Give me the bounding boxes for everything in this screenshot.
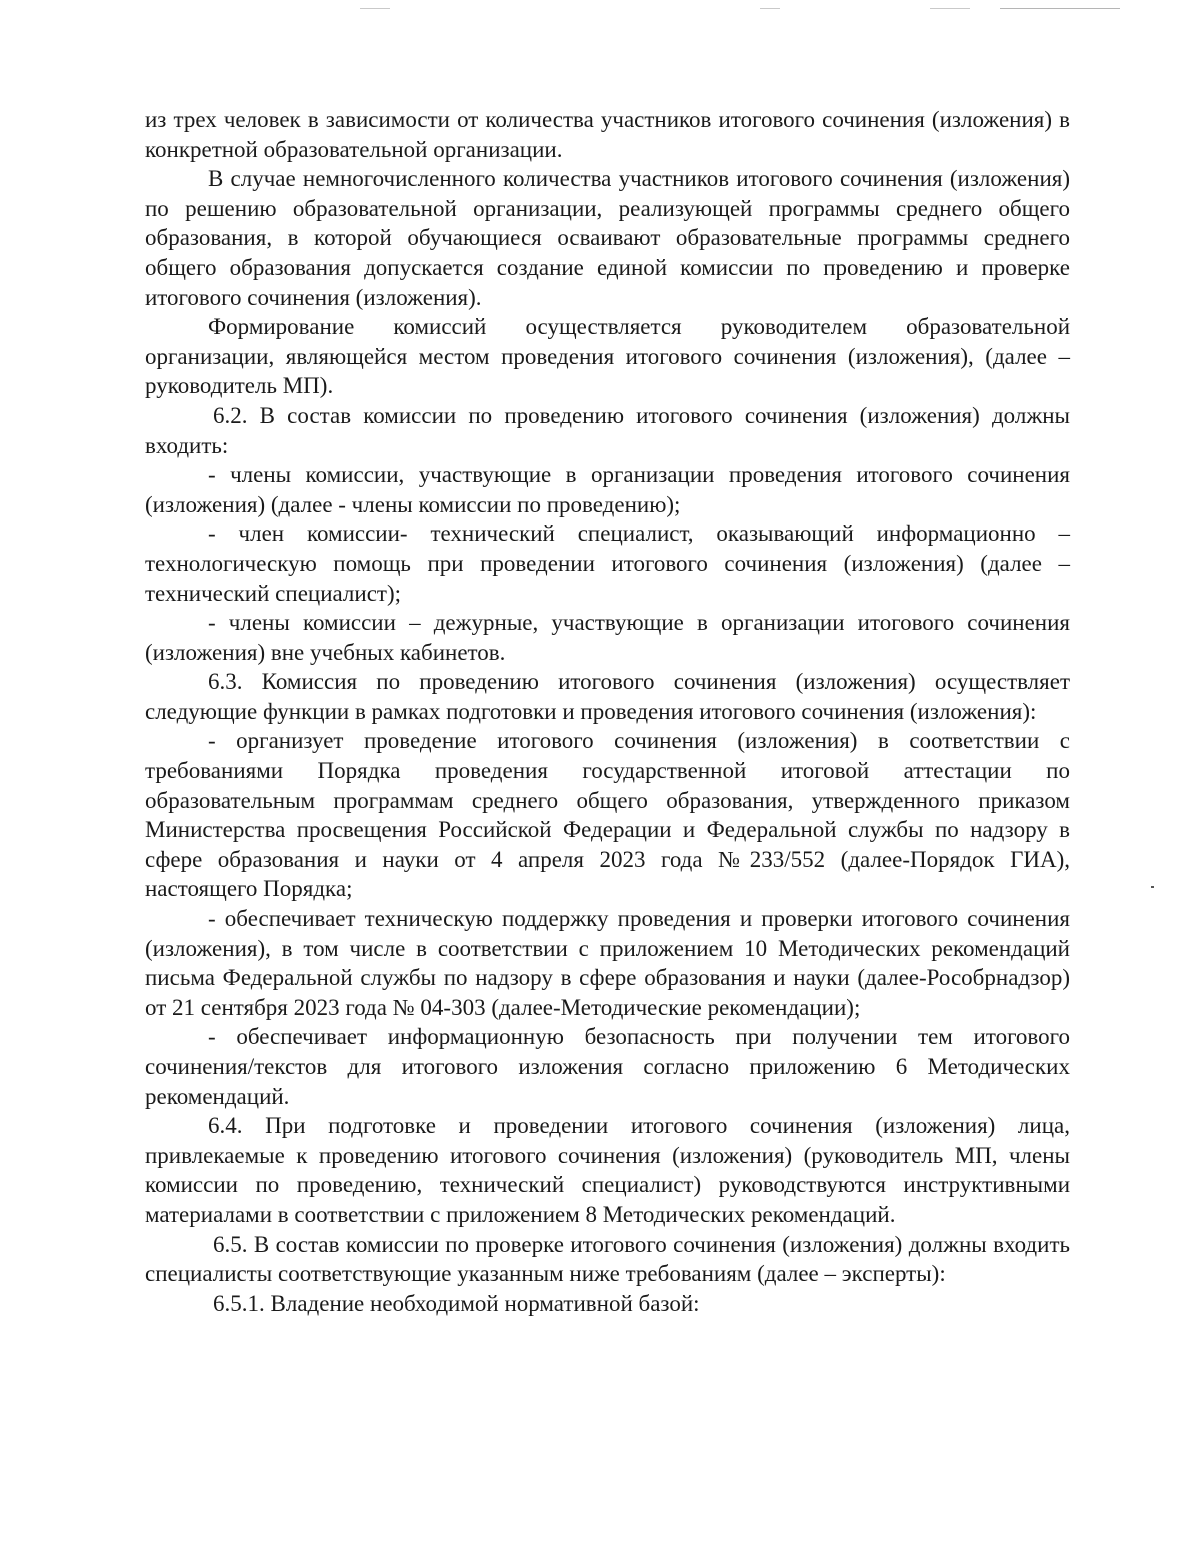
paragraph-6-5: 6.5. В состав комиссии по проверке итогового сочинения (изложения) должны входить специалисты соответствующие указанным ниже требованиям (далее – эксперты): — [145, 1231, 1070, 1287]
list-item-technical-support: - обеспечивает техническую поддержку проведения и проверки итогового сочинения (изложения), в том числе в соответствии с приложением 10 Методических рекомендаций письма Федеральной службы по надзору в сфере образования и науки (далее-Рособрнадзор) от 21 сентября 2023 года № 04-303 (далее-Методические рекомендации); — [145, 906, 1070, 1020]
document-body — [145, 105, 1070, 1318]
list-item-organizes: - организует проведение итогового сочинения (изложения) в соответствии с требованиями Порядка проведения государственной итоговой аттестации по образовательным программам среднего общего образования, утвержденного приказом Министерства просвещения Российской Федерации и Федеральной службы по надзору в сфере образования и науки от 4 апреля 2023 года №233/552 (далее-Порядок ГИА), настоящего Порядка; — [145, 728, 1070, 902]
paragraph-6-2: 6.2. В состав комиссии по проведению итогового сочинения (изложения) должны входить: — [145, 402, 1070, 458]
paragraph-single-commission: В случае немногочисленного количества участников итогового сочинения (изложения) по решению образовательной организации, реализующей программы среднего общего образования, в которой обучающиеся осваивают образовательные программы среднего общего образования допускается создание единой комиссии по проведению и проверке итогового сочинения (изложения). — [145, 166, 1070, 310]
list-item-information-security: - обеспечивает информационную безопасность при получении тем итогового сочинения/текстов для итогового изложения согласно приложению 6 Методических рекомендаций. — [145, 1024, 1070, 1109]
scan-speck — [1151, 886, 1154, 888]
paragraph-6-3: 6.3. Комиссия по проведению итогового сочинения (изложения) осуществляет следующие функции в рамках подготовки и проведения итогового сочинения (изложения): — [145, 669, 1070, 724]
scan-edge-marks — [0, 4, 1200, 14]
paragraph-forming-commissions: Формирование комиссий осуществляется руководителем образовательной организации, являющейся местом проведения итогового сочинения (изложения), (далее – руководитель МП). — [145, 314, 1070, 399]
list-item-duty-members: - члены комиссии – дежурные, участвующие в организации итогового сочинения (изложения) вне учебных кабинетов. — [145, 610, 1070, 665]
paragraph-commission-size: из трех человек в зависимости от количества участников итогового сочинения (изложения) в конкретной образовательной организации. — [145, 107, 1070, 162]
paragraph-6-4: 6.4. При подготовке и проведении итогового сочинения (изложения) лица, привлекаемые к проведению итогового сочинения (изложения) (руководитель МП, члены комиссии по проведению, технический специалист) руководствуются инструктивными материалами в соответствии с приложением 8 Методических рекомендаций. — [145, 1113, 1070, 1227]
list-item-members: - члены комиссии, участвующие в организации проведения итогового сочинения (изложения) (далее - члены комиссии по проведению); — [145, 462, 1070, 517]
list-item-technical-specialist: - член комиссии- технический специалист, оказывающий информационно – технологическую помощь при проведении итогового сочинения (изложения) (далее – технический специалист); — [145, 521, 1070, 606]
paragraph-6-5-1: 6.5.1. Владение необходимой нормативной базой: — [213, 1290, 700, 1316]
